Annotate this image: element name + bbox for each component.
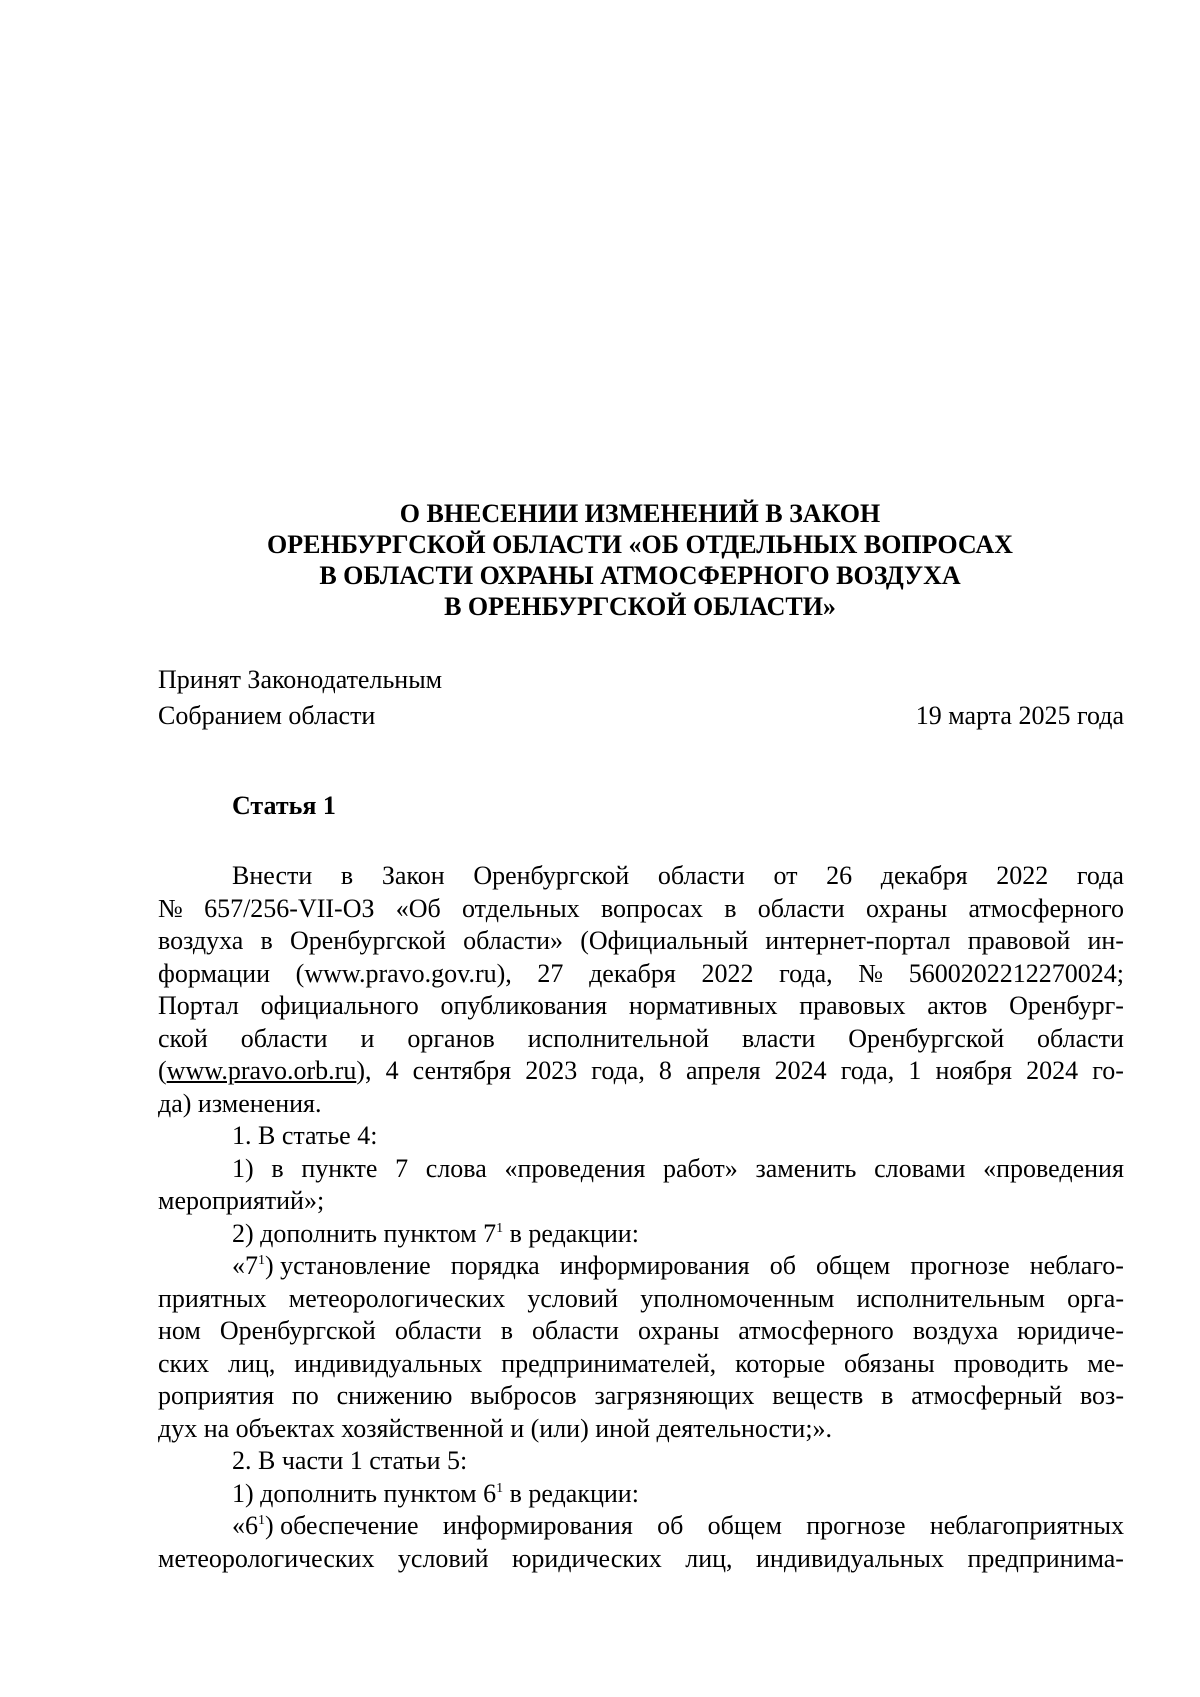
word: воздуха (158, 926, 244, 955)
word: 27 (537, 958, 564, 988)
text-line (158, 990, 1124, 1023)
text-line: «$6^1$) обеспечение информирования об общем прогнозе неблагоприятных (232, 1511, 1124, 1540)
word: 2022 (996, 861, 1049, 890)
word: 1) (232, 1153, 254, 1183)
word: формации (158, 958, 271, 988)
word: Оренбургской (289, 926, 446, 955)
text-line: мероприятий»; (158, 1186, 325, 1215)
word: 5600202212270024; (908, 958, 1124, 988)
text-line: «$7^1$) установление порядка информирования об общем прогнозе неблаго- (232, 1251, 1124, 1280)
word: приятных (158, 1283, 267, 1313)
word: юридических (511, 1543, 662, 1573)
text-line (158, 1283, 1124, 1316)
text-line: 2) дополнить пунктом $7^1$ в редакции: (232, 1218, 639, 1248)
word: от (773, 861, 798, 890)
word: области (532, 1316, 619, 1345)
text-line: да) изменения. (158, 1088, 322, 1118)
word: атмосферного (738, 1316, 894, 1345)
article-heading: Статья 1 (232, 791, 336, 820)
word: индивидуальных (294, 1348, 483, 1378)
text-line (158, 860, 1124, 893)
word: № (858, 958, 884, 988)
word: «проведения (983, 1153, 1124, 1183)
word: воз- (1079, 1381, 1124, 1410)
word: обязаны (844, 1348, 935, 1378)
word: области (657, 861, 745, 890)
text-line: (www.pravo.orb.ru), 4 сентября 2023 года, 8 апреля 2024 года, 1 ноября 2024 го- (158, 1055, 1124, 1088)
word: в (500, 1316, 514, 1345)
word: 657/256-VII-ОЗ (204, 893, 375, 923)
text-line: 1) дополнить пунктом $6^1$ в редакции: (232, 1478, 639, 1508)
word: Оренбургской (473, 861, 630, 890)
word: работ» (663, 1153, 738, 1183)
text-line (158, 1348, 1124, 1381)
text-line (158, 925, 1124, 958)
word: по (291, 1381, 319, 1410)
word: области (1037, 1023, 1124, 1053)
word: Закон (381, 861, 445, 890)
word: актов (927, 991, 988, 1020)
word: веществ (772, 1381, 864, 1410)
word: Внести (232, 861, 313, 890)
word: правовых (799, 991, 906, 1020)
word: области» (463, 926, 563, 955)
title-line-1: О ВНЕСЕНИИ ИЗМЕНЕНИЙ В ЗАКОН (399, 499, 881, 528)
adopted-by-line-2: Собранием области (158, 701, 376, 730)
word: отдельных (462, 893, 580, 923)
word: Оренбургской (848, 1023, 1005, 1053)
word: 7 (395, 1153, 409, 1183)
adopted-by-line-1: Принят Законодательным (158, 665, 443, 694)
text-line: дух на объектах хозяйственной и (или) иной деятельности;». (158, 1413, 833, 1443)
word: в (271, 1153, 284, 1183)
word: предпринима- (967, 1543, 1124, 1573)
word: пункте (301, 1153, 378, 1183)
adoption-block (158, 662, 1124, 734)
word: в (724, 893, 737, 923)
word: словами (874, 1153, 966, 1183)
word: в (260, 926, 273, 955)
word: атмосферного (968, 893, 1124, 923)
word: лиц, (685, 1543, 733, 1573)
text-line (158, 1315, 1124, 1348)
word: метеорологических (158, 1543, 375, 1573)
word: исполнительным (856, 1283, 1045, 1313)
word: № (158, 893, 183, 923)
article-body (158, 860, 1124, 1575)
word: правовой (967, 926, 1071, 955)
word: ской (158, 1023, 208, 1053)
word: «Об (395, 893, 441, 923)
text-line (158, 958, 1124, 991)
word: выбросов (470, 1381, 577, 1410)
text-line (158, 1380, 1124, 1413)
title-line-3: В ОБЛАСТИ ОХРАНЫ АТМОСФЕРНОГО ВОЗДУХА (319, 561, 961, 590)
word: проводить (953, 1348, 1069, 1378)
title-line-4: В ОРЕНБУРГСКОЙ ОБЛАСТИ» (444, 592, 836, 621)
word: лиц, (228, 1348, 276, 1378)
text-line (158, 893, 1124, 926)
word: власти (742, 1023, 816, 1053)
word: и (360, 1023, 375, 1053)
word: индивидуальных (756, 1543, 945, 1573)
word: ских (158, 1348, 210, 1378)
word: орга- (1067, 1283, 1124, 1313)
word: охраны (637, 1316, 720, 1345)
word: снижению (336, 1381, 453, 1410)
word: охраны (865, 893, 948, 923)
word: предпринимателей, (501, 1348, 717, 1378)
section-1-heading: 1. В статье 4: (232, 1121, 378, 1150)
text-line (158, 1023, 1124, 1056)
text-fragment: (www.pravo.orb.ru), (158, 1056, 372, 1085)
document-title (160, 498, 1120, 622)
word: опубликования (440, 991, 608, 1020)
word: 26 (826, 861, 853, 890)
word: года (1076, 861, 1124, 890)
word: которые (735, 1348, 826, 1378)
word: области (394, 1316, 482, 1345)
word: нормативных (628, 991, 778, 1020)
word: «проведения (504, 1153, 646, 1183)
word: Оренбургской (219, 1316, 376, 1345)
word: ме- (1087, 1348, 1124, 1378)
word: слова (425, 1153, 487, 1183)
text-line (158, 1153, 1124, 1186)
word: условий (397, 1543, 489, 1573)
word: декабря (880, 861, 968, 890)
word: условий (527, 1283, 619, 1313)
word: ин- (1087, 926, 1124, 955)
word: Оренбург- (1009, 991, 1124, 1020)
word: в (340, 861, 354, 890)
word: юридиче- (1017, 1316, 1124, 1345)
word: метеорологических (288, 1283, 506, 1313)
word: роприятия (158, 1381, 275, 1410)
word: вопросах (600, 893, 703, 923)
word: 2022 (701, 958, 754, 988)
title-line-2: ОРЕНБУРГСКОЙ ОБЛАСТИ «ОБ ОТДЕЛЬНЫХ ВОПРОСАХ (267, 530, 1013, 559)
word: уполномоченным (640, 1283, 835, 1313)
word: исполнительной (527, 1023, 710, 1053)
word: (Официальный (580, 926, 749, 955)
pravo-orb-link[interactable]: www.pravo.orb.ru (166, 1056, 357, 1085)
word: (www.pravo.gov.ru), (295, 958, 512, 988)
word: органов (407, 1023, 495, 1053)
word: ном (158, 1316, 201, 1345)
word: воздуха (912, 1316, 999, 1345)
word: заменить (755, 1153, 857, 1183)
adoption-date: 19 марта 2025 года (915, 701, 1124, 730)
text-line (158, 1543, 1124, 1576)
word: года, (779, 958, 833, 988)
word: декабря (589, 958, 676, 988)
word: загрязняющих (594, 1381, 755, 1410)
word: Портал (158, 991, 239, 1020)
word: области (757, 893, 845, 923)
word: официального (260, 991, 419, 1020)
word: интернет-портал (765, 926, 951, 955)
word: в (881, 1381, 894, 1410)
word: атмосферный (911, 1381, 1063, 1410)
word: области (240, 1023, 328, 1053)
section-2-heading: 2. В части 1 статьи 5: (232, 1446, 468, 1475)
